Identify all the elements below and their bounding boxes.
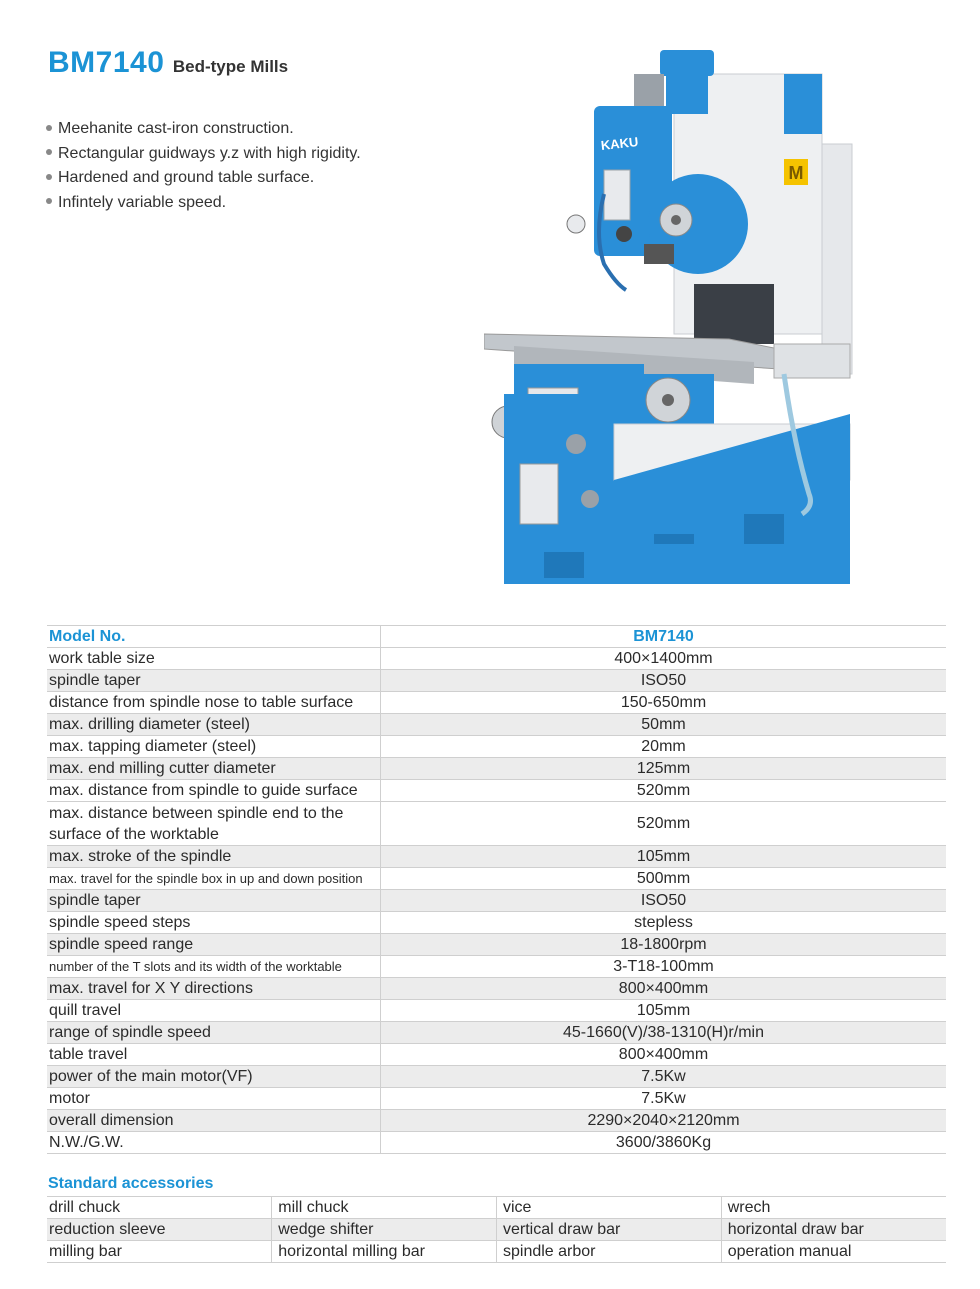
feature-list — [46, 117, 361, 215]
table-row: spindle speed range 18-1800rpm — [47, 934, 946, 956]
spec-table — [47, 625, 946, 1154]
table-row: max. distance from spindle to guide surface 520mm — [47, 780, 946, 802]
table-row: work table size 400×1400mm — [47, 648, 946, 670]
table-row: number of the T slots and its width of the worktable 3-T18-100mm — [47, 956, 946, 978]
table-row: spindle taper ISO50 — [47, 890, 946, 912]
badge-letter: M — [788, 163, 804, 183]
brand-label: KAKU — [600, 134, 639, 153]
feature-item: Hardened and ground table surface. — [46, 166, 361, 191]
spec-header-row — [47, 626, 946, 648]
table-row: table travel 800×400mm — [47, 1044, 946, 1066]
feature-item: Infintely variable speed. — [46, 191, 361, 216]
table-row: N.W./G.W. 3600/3860Kg — [47, 1132, 946, 1154]
page-title — [48, 46, 288, 80]
table-row: distance from spindle nose to table surface 150-650mm — [47, 692, 946, 714]
table-row: drill chuck mill chuck vice wrech — [47, 1197, 946, 1219]
bullet-icon — [46, 198, 52, 204]
spec-header-value: BM7140 — [381, 626, 947, 648]
milling-machine-image — [484, 44, 860, 586]
table-row: reduction sleeve wedge shifter vertical draw bar horizontal draw bar — [47, 1219, 946, 1241]
product-subtitle: Bed-type Mills — [172, 57, 289, 76]
table-row: max. distance between spindle end to the surface of the worktable 520mm — [47, 802, 946, 846]
bullet-icon — [46, 149, 52, 155]
accessories-table — [47, 1196, 946, 1263]
table-row: spindle speed steps stepless — [47, 912, 946, 934]
table-row: max. travel for the spindle box in up and down position 500mm — [47, 868, 946, 890]
table-row: motor 7.5Kw — [47, 1088, 946, 1110]
table-row: range of spindle speed 45-1660(V)/38-1310(H)r/min — [47, 1022, 946, 1044]
table-row: max. travel for X Y directions 800×400mm — [47, 978, 946, 1000]
table-row: overall dimension 2290×2040×2120mm — [47, 1110, 946, 1132]
table-row: spindle taper ISO50 — [47, 670, 946, 692]
table-row: quill travel 105mm — [47, 1000, 946, 1022]
feature-item: Rectangular guidways y.z with high rigidity. — [46, 142, 361, 167]
accessories-title: Standard accessories — [48, 1175, 214, 1192]
table-row: max. end milling cutter diameter 125mm — [47, 758, 946, 780]
bullet-icon — [46, 125, 52, 131]
table-row: max. drilling diameter (steel) 50mm — [47, 714, 946, 736]
spec-header-label: Model No. — [47, 626, 381, 648]
bullet-icon — [46, 174, 52, 180]
table-row: milling bar horizontal milling bar spindle arbor operation manual — [47, 1241, 946, 1263]
table-row: power of the main motor(VF) 7.5Kw — [47, 1066, 946, 1088]
table-row: max. tapping diameter (steel) 20mm — [47, 736, 946, 758]
model-number: BM7140 — [48, 46, 165, 79]
table-row: max. stroke of the spindle 105mm — [47, 846, 946, 868]
feature-item: Meehanite cast-iron construction. — [46, 117, 361, 142]
